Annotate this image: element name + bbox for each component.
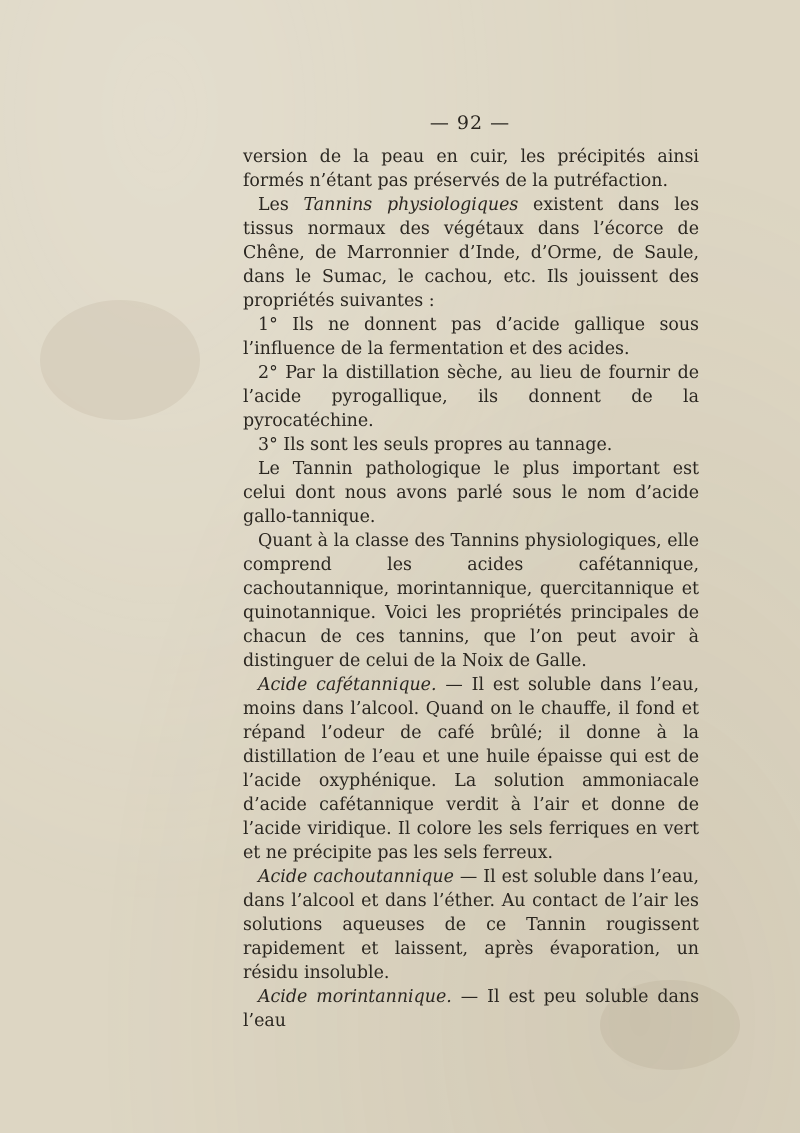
- paragraph-text: existent dans les tissus normaux des végétaux dans l’écorce de Chêne, de Marronnier d’Inde, d’Orme, de Saule, dans le Sumac, le cachou, etc. Ils jouissent des propriétés suivantes :: [243, 195, 699, 311]
- paragraph-text: version de la peau en cuir, les précipités ainsi formés n’étant pas préservés de la putréfaction.: [243, 147, 699, 191]
- paragraph-text: Les: [258, 195, 304, 215]
- paragraph-p2: [243, 313, 699, 361]
- paragraph-p7: [243, 673, 699, 865]
- paragraph-text: — Il est peu soluble dans l’eau: [243, 987, 699, 1031]
- paragraph-p3: [243, 361, 699, 433]
- paragraph-text: — Il est soluble dans l’eau, dans l’alcool et dans l’éther. Au contact de l’air les solutions aqueuses de ce Tannin rougissent rapidement et laissent, après évaporation, un résidu insoluble.: [243, 867, 699, 983]
- paragraph-p8: [243, 865, 699, 985]
- paragraph-text: — Il est soluble dans l’eau, moins dans l’alcool. Quand on le chauffe, il fond et répand l’odeur de café brûlé; il donne à la distillation de l’eau et une huile épaisse qui est de l’acide oxyphénique. La solution ammoniacale d’acide cafétannique verdit à l’air et donne de l’acide viridique. Il colore les sels ferriques en vert et ne précipite pas les sels ferreux.: [243, 675, 699, 863]
- italic-term: Tannins physiologiques: [303, 195, 519, 215]
- paragraph-text: 2° Par la distillation sèche, au lieu de fournir de l’acide pyrogallique, ils donnent de la pyrocatéchine.: [243, 363, 699, 431]
- paragraph-p5: [243, 457, 699, 529]
- italic-term: Acide cafétannique.: [258, 675, 437, 695]
- paragraph-p1: [243, 193, 699, 313]
- page-number: — 92 —: [429, 112, 511, 134]
- paragraph-text: Le Tannin pathologique le plus important est celui dont nous avons parlé sous le nom d’acide gallo-tannique.: [243, 459, 699, 527]
- paragraph-text: 3° Ils sont les seuls propres au tannage.: [258, 435, 613, 455]
- paragraph-p0: [243, 145, 699, 193]
- italic-term: Acide cachoutannique: [258, 867, 454, 887]
- paragraph-text: Quant à la classe des Tannins physiologiques, elle comprend les acides cafétannique, cachoutannique, morintannique, quercitannique et quinotannique. Voici les propriétés principales de chacun de ces tannins, que l’on peut avoir à distinguer de celui de la Noix de Galle.: [243, 531, 699, 671]
- italic-term: Acide morintannique.: [258, 987, 452, 1007]
- paper-stain: [40, 300, 200, 420]
- paragraph-p6: [243, 529, 699, 673]
- body-text: [243, 145, 699, 1033]
- paragraph-text: 1° Ils ne donnent pas d’acide gallique sous l’influence de la fermentation et des acides.: [243, 315, 699, 359]
- paragraph-p4: [243, 433, 699, 457]
- paragraph-p9: [243, 985, 699, 1033]
